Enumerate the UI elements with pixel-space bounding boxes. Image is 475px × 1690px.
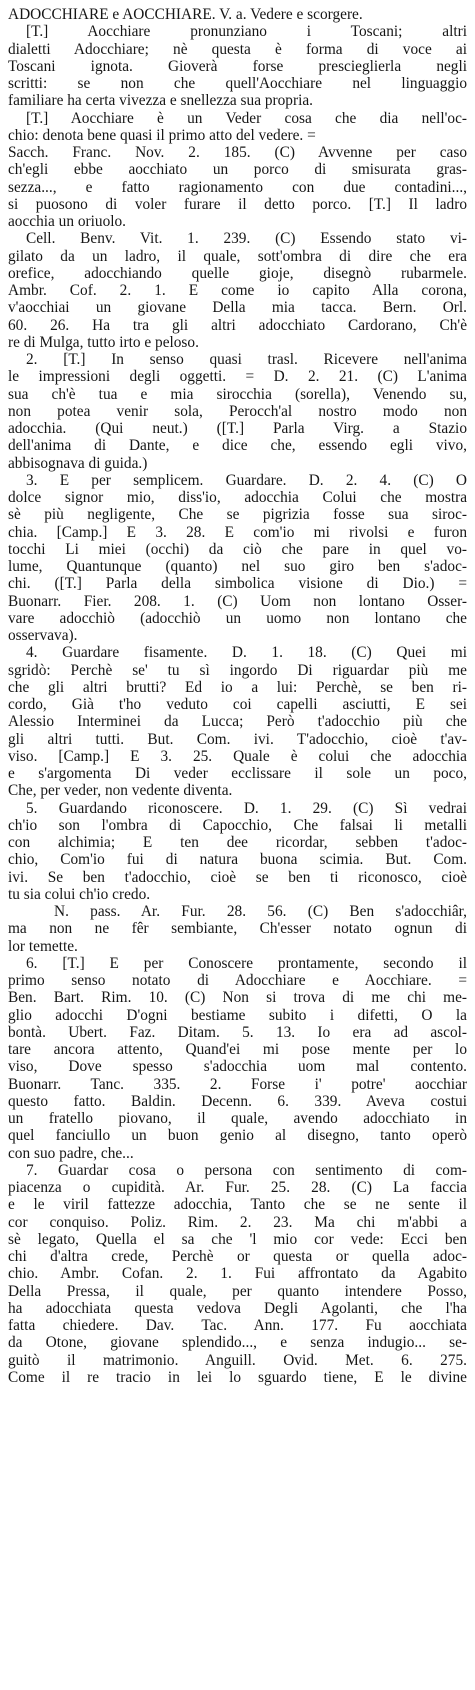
entry-line: dolce signor mio, diss'io, adocchia Colui che mostra	[8, 489, 467, 506]
entry-line: Cell. Benv. Vit. 1. 239. (C) Essendo stato vi-	[26, 230, 467, 248]
entry-line: ivi. Se ben t'adocchio, cioè se ben ti riconosco, cioè	[8, 868, 467, 886]
entry-line: con suo padre, che...	[8, 1144, 134, 1162]
entry-line: chio: denota bene quasi il primo atto del vedere. =	[8, 126, 316, 144]
entry-line: gli altri tutti. But. Com. ivi. T'adocchio, cioè t'av-	[8, 730, 467, 748]
entry-line: dell'anima di Dante, e dice che, essendo egli vivo,	[8, 437, 467, 455]
entry-line: chio. Ambr. Cofan. 2. 1. Fui affrontato da Agabito	[8, 1265, 467, 1283]
entry-line: quel fanciullo un buon genio al disegno, tanto operò	[8, 1127, 467, 1145]
entry-line: abbisognava di guida.)	[8, 454, 148, 472]
entry-line: lor temette.	[8, 937, 78, 955]
entry-line: v'aocchiai un giovane Della mia tacca. Bern. Orl.	[8, 299, 467, 317]
entry-line: e le viril fattezze adocchia, Tanto che se ne sente il	[8, 1196, 467, 1214]
entry-line: osservava).	[8, 627, 78, 644]
dictionary-entry-adocchiare	[8, 6, 467, 1386]
entry-line: familiare ha certa vivezza e snellezza sua propria.	[8, 92, 313, 110]
entry-line: Come il re tracio in lei lo sguardo tiene, E le divine	[8, 1368, 467, 1386]
entry-line: Toscani ignota. Gioverà forse prescieglierla negli	[8, 57, 467, 75]
entry-line: ha adocchiata questa vedova Degli Agolanti, che l'ha	[8, 1299, 467, 1317]
entry-line: orefice, adocchiando quelle gioje, disegnò rubarmele.	[8, 264, 467, 282]
entry-line: chia. [Camp.] E 3. 28. E com'io mi rivolsi e furon	[8, 523, 467, 541]
entry-line: sua ch'è tua e mia sirocchia (sorella), Venendo su,	[8, 385, 467, 403]
entry-line: 4. Guardare fisamente. D. 1. 18. (C) Quei mi	[26, 644, 467, 662]
entry-line: ch'egli ebbe aocchiato un porco di smisurata gras-	[8, 161, 467, 179]
entry-line: Buonarr. Tanc. 335. 2. Forse i' potre' aocchiar	[8, 1075, 467, 1093]
entry-line: bontà. Ubert. Faz. Ditam. 5. 13. Io era ad ascol-	[8, 1023, 467, 1041]
entry-line: Ambr. Cof. 2. 1. E come io capito Alla corona,	[8, 282, 467, 299]
entry-line: viso, Dove spesso s'adocchia uom mal contento.	[8, 1058, 467, 1076]
entry-line: N. pass. Ar. Fur. 28. 56. (C) Ben s'adocchiâr,	[54, 903, 467, 920]
entry-line: e s'argomenta Di veder ecclissare il sole un poco,	[8, 765, 467, 782]
entry-line: da Otone, giovane splendido..., e senza indugio... se-	[8, 1334, 467, 1352]
entry-line: aocchia un oriuolo.	[8, 213, 127, 230]
entry-line: 2. [T.] In senso quasi trasl. Ricevere nell'anima	[26, 351, 467, 368]
entry-line: piacenza o cupidità. Ar. Fur. 25. 28. (C) La faccia	[8, 1179, 467, 1196]
entry-line: tocchi Li miei (occhi) da ciò che pare in quel vo-	[8, 540, 467, 558]
entry-line: Alessio Interminei da Lucca; Però t'adocchio più che	[8, 713, 467, 731]
entry-line: sgridò: Perchè se' tu sì ingordo Di riguardar più me	[8, 661, 467, 679]
entry-line: cordo, Già t'ho veduto coi capelli asciutti, E sei	[8, 696, 467, 713]
entry-line: chi d'altra crede, Perchè or questa or quella adoc-	[8, 1248, 467, 1265]
entry-line: chio, Com'io fui di natura buona scimia. But. Com.	[8, 851, 467, 869]
entry-line: Che, per veder, non vedente diventa.	[8, 782, 233, 800]
entry-line: che gli altri brutti? Ed io a lui: Perchè, se ben ri-	[8, 678, 467, 696]
entry-line: glio adocchi D'ogni bestiame subito i difetti, O la	[8, 1006, 467, 1024]
entry-line: sè legato, Quella el sa che 'l mio cor vede: Ecci ben	[8, 1230, 467, 1248]
entry-line: questo fatto. Baldin. Decenn. 6. 339. Aveva costui	[8, 1092, 467, 1110]
entry-line: 60. 26. Ha tra gli altri adocchiato Cardorano, Ch'è	[8, 316, 467, 334]
entry-line: sè più negligente, Che se pigrizia fosse sua siroc-	[8, 506, 467, 524]
entry-line: [T.] Aocchiare pronunziano i Toscani; altri	[26, 23, 467, 41]
entry-line: viso. [Camp.] E 3. 25. Quale è colui che adocchia	[8, 747, 467, 765]
entry-line: dialetti Adocchiare; nè questa è forma di voce ai	[8, 40, 467, 58]
entry-line: 6. [T.] E per Conoscere prontamente, secondo il	[26, 954, 467, 972]
entry-line: 7. Guardar cosa o persona con sentimento di com-	[26, 1161, 467, 1179]
entry-line: le impressioni degli oggetti. = D. 2. 21. (C) L'anima	[8, 368, 467, 386]
entry-line: Sacch. Franc. Nov. 2. 185. (C) Avvenne per caso	[8, 144, 467, 161]
entry-line: re di Mulga, tutto irto e peloso.	[8, 333, 199, 351]
entry-line: primo senso notato di Adocchiare e Aocchiare. =	[8, 972, 467, 989]
entry-line: si puosono di voler furare il detto porco. [T.] Il ladro	[8, 195, 467, 213]
entry-line: un fratello piovano, il quale, avendo adocchiato in	[8, 1110, 467, 1127]
entry-line: lume, Quantunque (quanto) nel suo giro ben s'adoc-	[8, 558, 467, 575]
entry-line: fatta chiedere. Dav. Tac. Ann. 177. Fu aocchiata	[8, 1317, 467, 1334]
entry-line: scritti: se non che quell'Aocchiare nel linguaggio	[8, 75, 467, 92]
entry-line: Della Pressa, il quale, per quanto intendere Posso,	[8, 1282, 467, 1300]
entry-line: vare adocchiò (adocchiò un uomo non lontano che	[8, 609, 467, 627]
entry-line: gilato da un ladro, il quale, sott'ombra di dire che era	[8, 247, 467, 265]
entry-line: Ben. Bart. Rim. 10. (C) Non si trova di me chi me-	[8, 989, 467, 1007]
entry-line: [T.] Aocchiare è un Veder cosa che dia nell'oc-	[26, 109, 467, 127]
entry-line: non potea venir sola, Perocch'al nostro modo non	[8, 402, 467, 420]
entry-line: tare ancora attento, Quand'ei mi pose mente per lo	[8, 1041, 467, 1058]
entry-line: chi. ([T.] Parla della simbolica visione di Dio.) =	[8, 575, 467, 593]
entry-line: sezza..., e fatto ragionamento con due contadini...,	[8, 178, 467, 196]
entry-line: 3. E per semplicem. Guardare. D. 2. 4. (C) O	[26, 471, 467, 489]
entry-line: Buonarr. Fier. 208. 1. (C) Uom non lontano Osser-	[8, 592, 467, 610]
entry-line: 5. Guardando riconoscere. D. 1. 29. (C) Sì vedrai	[26, 799, 467, 817]
entry-line: ma non ne fêr sembiante, Ch'esser notato ognun di	[8, 920, 467, 938]
entry-line: ADOCCHIARE e AOCCHIARE. V. a. Vedere e scorgere.	[8, 6, 363, 23]
entry-line: con alchimia; E ten dee ricordar, sebben t'adoc-	[8, 834, 467, 851]
entry-line: adocchia. (Qui neut.) ([T.] Parla Virg. a Stazio	[8, 420, 467, 437]
entry-line: ch'io son l'ombra di Capocchio, Che falsai li metalli	[8, 816, 467, 834]
entry-line: tu sia colui ch'io credo.	[8, 885, 151, 903]
entry-line: cor conquiso. Poliz. Rim. 2. 23. Ma chi m'abbi a	[8, 1213, 467, 1231]
entry-line: guitò il matrimonio. Anguill. Ovid. Met. 6. 275.	[8, 1351, 467, 1369]
